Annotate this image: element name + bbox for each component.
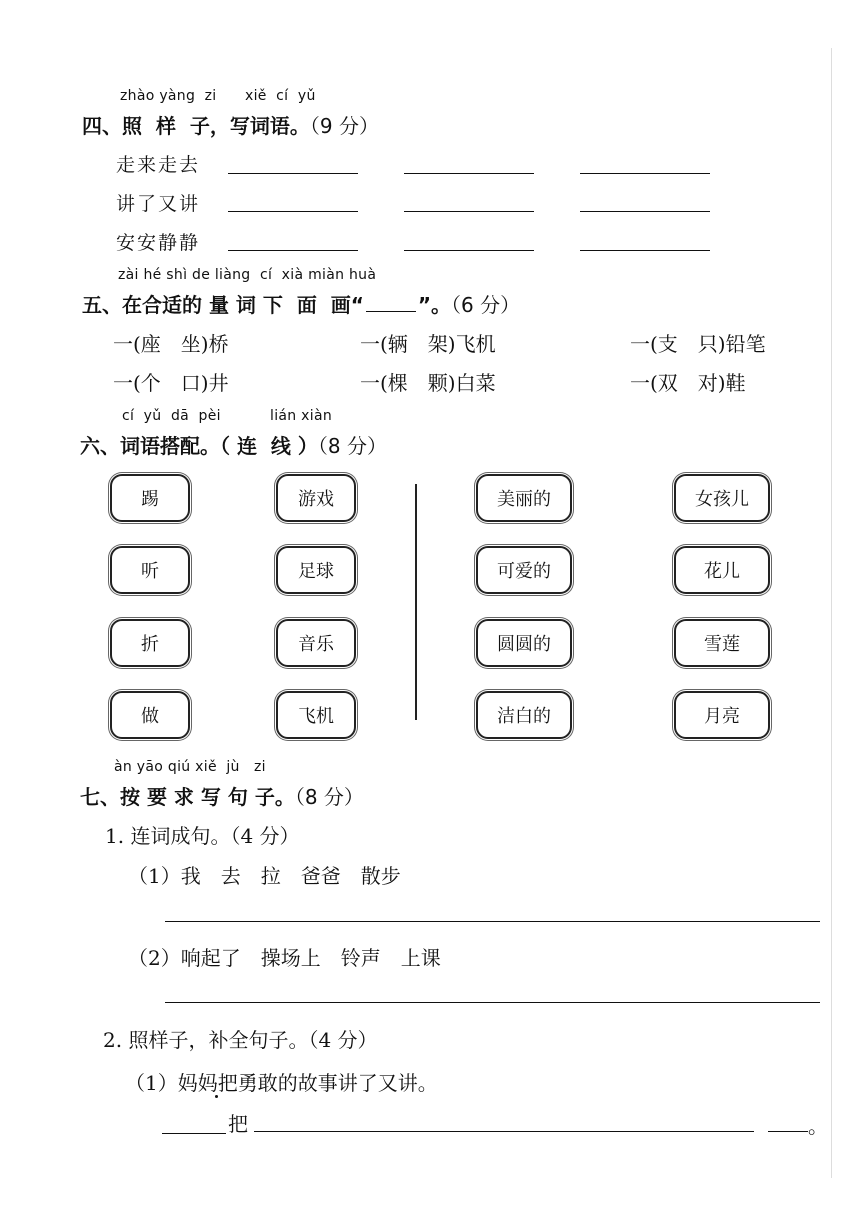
match-box[interactable]: 洁白的 [476, 691, 572, 739]
match-box[interactable]: 女孩儿 [674, 474, 770, 522]
match-box[interactable]: 圆圆的 [476, 619, 572, 667]
measure-word-item[interactable]: 一(辆 架)飞机 [360, 332, 496, 356]
underline-mark [366, 311, 416, 312]
measure-word-item[interactable]: 一(个 口)井 [113, 371, 229, 395]
answer-blank[interactable] [580, 250, 710, 251]
match-box[interactable]: 做 [110, 691, 190, 739]
section7-points: （8 分） [294, 785, 364, 809]
answer-line[interactable] [254, 1131, 754, 1132]
match-box[interactable]: 美丽的 [476, 474, 572, 522]
answer-blank[interactable] [228, 211, 358, 212]
answer-line[interactable] [165, 1002, 820, 1003]
match-box[interactable]: 可爱的 [476, 546, 572, 594]
match-box[interactable]: 听 [110, 546, 190, 594]
column-divider [415, 484, 417, 720]
q2-title: 2. 照样子，补全句子。（4 分） [103, 1028, 378, 1052]
match-box[interactable]: 折 [110, 619, 190, 667]
page-edge [831, 48, 832, 1178]
section5-pinyin: zài hé shì de liàng cí xià miàn huà [118, 267, 377, 283]
answer-blank[interactable] [580, 211, 710, 212]
match-box[interactable]: 踢 [110, 474, 190, 522]
emphasis-dot [215, 1095, 218, 1098]
section6-heading: 六、词语搭配。（ 连 线 ）（8 分） [80, 434, 387, 458]
q2-blank-word: 把 [228, 1112, 248, 1136]
measure-word-item[interactable]: 一(座 坐)桥 [113, 332, 229, 356]
section6-points: （8 分） [317, 434, 387, 458]
q2-end-mark: 。 [808, 1114, 828, 1138]
measure-word-item[interactable]: 一(支 只)铅笔 [630, 332, 766, 356]
q2-example: （1）妈妈把勇敢的故事讲了又讲。 [125, 1071, 438, 1095]
answer-blank[interactable] [404, 211, 534, 212]
section6-pinyin: cí yǔ dā pèi [122, 408, 221, 424]
answer-blank[interactable] [162, 1133, 226, 1134]
section5-heading: 五、在合适的 量 词 下 面 画“ ”。（6 分） [82, 293, 521, 317]
section6-pinyin-2: lián xiàn [270, 408, 333, 424]
section4-pinyin: zhào yàng zi xiě cí yǔ [120, 88, 316, 104]
match-box[interactable]: 雪莲 [674, 619, 770, 667]
word-row-label: 讲了又讲 [116, 193, 201, 215]
match-box[interactable]: 足球 [276, 546, 356, 594]
match-box[interactable]: 花儿 [674, 546, 770, 594]
section4-heading: 四、照 样 子，写词语。（9 分） [82, 114, 379, 138]
answer-blank[interactable] [228, 173, 358, 174]
measure-word-item[interactable]: 一(棵 颗)白菜 [360, 371, 496, 395]
word-row-label: 走来走去 [116, 154, 201, 176]
answer-blank[interactable] [768, 1131, 808, 1132]
q1-item: （1）我 去 拉 爸爸 散步 [128, 864, 401, 888]
answer-line[interactable] [165, 921, 820, 922]
section4-points: （9 分） [309, 114, 379, 138]
section7-heading: 七、按 要 求 写 句 子。（8 分） [80, 785, 364, 809]
match-box[interactable]: 月亮 [674, 691, 770, 739]
answer-blank[interactable] [228, 250, 358, 251]
match-box[interactable]: 游戏 [276, 474, 356, 522]
match-box[interactable]: 音乐 [276, 619, 356, 667]
section5-points: （6 分） [451, 293, 521, 317]
measure-word-item[interactable]: 一(双 对)鞋 [630, 371, 746, 395]
answer-blank[interactable] [580, 173, 710, 174]
match-box[interactable]: 飞机 [276, 691, 356, 739]
answer-blank[interactable] [404, 173, 534, 174]
word-row-label: 安安静静 [116, 232, 201, 254]
q1-item: （2）响起了 操场上 铃声 上课 [128, 946, 441, 970]
section7-pinyin: àn yāo qiú xiě jù zi [114, 759, 266, 775]
q1-title: 1. 连词成句。（4 分） [105, 824, 300, 848]
answer-blank[interactable] [404, 250, 534, 251]
